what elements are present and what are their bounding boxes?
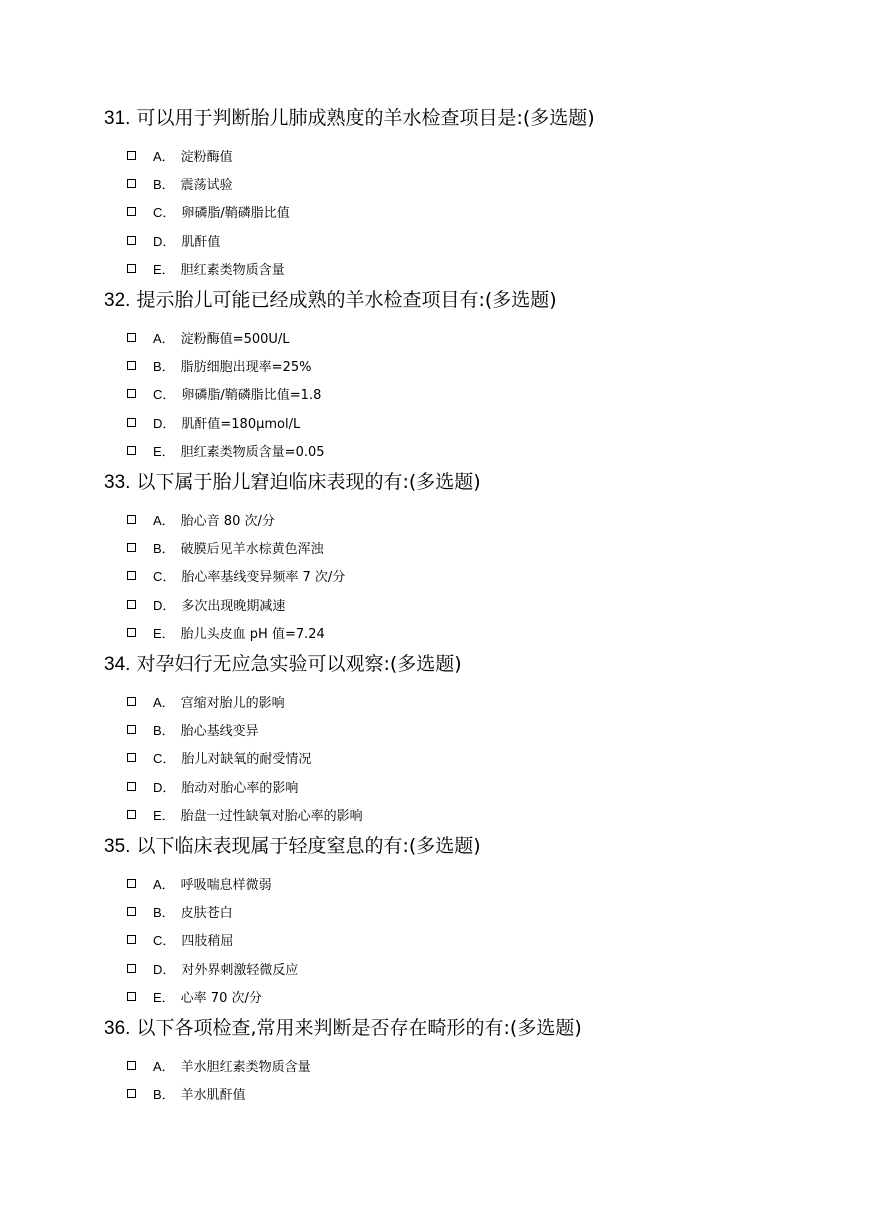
- option-text: 呼吸喘息样微弱: [180, 877, 272, 893]
- question-number: 32.: [104, 290, 131, 311]
- option-letter: A．: [153, 694, 175, 710]
- option-list: [104, 323, 844, 465]
- option-e: [104, 983, 844, 1011]
- option-d: [104, 226, 844, 254]
- question-31: [104, 106, 844, 283]
- option-a: [104, 1051, 844, 1079]
- option-b: [104, 1079, 844, 1107]
- checkbox-icon[interactable]: [127, 571, 136, 580]
- option-letter: D．: [153, 597, 176, 613]
- option-text: 羊水胆红素类物质含量: [180, 1059, 311, 1075]
- option-letter: A．: [153, 512, 175, 528]
- question-34: [104, 652, 844, 829]
- option-b: [104, 897, 844, 925]
- question-35: [104, 834, 844, 1011]
- option-letter: D．: [153, 415, 176, 431]
- checkbox-icon[interactable]: [127, 628, 136, 637]
- checkbox-icon[interactable]: [127, 879, 136, 888]
- option-text: 心率 70 次/分: [180, 991, 262, 1007]
- option-text: 多次出现晚期减速: [181, 598, 286, 614]
- option-letter: B．: [153, 359, 175, 375]
- question-title: [104, 1016, 844, 1040]
- option-a: [104, 687, 844, 715]
- option-e: [104, 255, 844, 283]
- option-text: 皮肤苍白: [180, 906, 233, 922]
- question-title: [104, 288, 844, 312]
- option-letter: E．: [153, 262, 175, 278]
- option-letter: B．: [153, 541, 175, 557]
- option-text: 胎心基线变异: [180, 724, 259, 740]
- option-c: [104, 562, 844, 590]
- question-number: 31.: [104, 108, 131, 129]
- checkbox-icon[interactable]: [127, 725, 136, 734]
- option-letter: E．: [153, 990, 175, 1006]
- option-text: 胎心率基线变异频率 7 次/分: [181, 570, 346, 586]
- option-letter: C．: [153, 751, 176, 767]
- question-number: 34.: [104, 654, 131, 675]
- option-a: [104, 505, 844, 533]
- option-text: 卵磷脂/鞘磷脂比值=1.8: [181, 388, 322, 404]
- option-a: [104, 869, 844, 897]
- option-letter: E．: [153, 444, 175, 460]
- question-number: 36.: [104, 1018, 131, 1039]
- option-text: 震荡试验: [180, 178, 233, 194]
- checkbox-icon[interactable]: [127, 333, 136, 342]
- option-letter: D．: [153, 233, 176, 249]
- checkbox-icon[interactable]: [127, 179, 136, 188]
- checkbox-icon[interactable]: [127, 964, 136, 973]
- checkbox-icon[interactable]: [127, 1089, 136, 1098]
- question-number: 35.: [104, 836, 131, 857]
- option-letter: A．: [153, 148, 175, 164]
- option-d: [104, 772, 844, 800]
- question-33: [104, 470, 844, 647]
- question-text: 对孕妇行无应急实验可以观察:(多选题): [136, 653, 462, 675]
- option-d: [104, 590, 844, 618]
- option-letter: C．: [153, 205, 176, 221]
- option-letter: B．: [153, 905, 175, 921]
- option-b: [104, 351, 844, 379]
- question-title: [104, 834, 844, 858]
- option-text: 宫缩对胎儿的影响: [180, 695, 285, 711]
- option-letter: C．: [153, 569, 176, 585]
- option-text: 脂肪细胞出现率=25%: [180, 360, 312, 376]
- option-a: [104, 141, 844, 169]
- checkbox-icon[interactable]: [127, 151, 136, 160]
- question-title: [104, 106, 844, 130]
- question-title: [104, 470, 844, 494]
- option-letter: E．: [153, 808, 175, 824]
- option-text: 胆红素类物质含量: [180, 263, 285, 279]
- option-e: [104, 801, 844, 829]
- checkbox-icon[interactable]: [127, 389, 136, 398]
- option-b: [104, 715, 844, 743]
- option-b: [104, 533, 844, 561]
- question-32: [104, 288, 844, 465]
- checkbox-icon[interactable]: [127, 992, 136, 1001]
- question-number: 33.: [104, 472, 131, 493]
- option-list: [104, 505, 844, 647]
- option-letter: A．: [153, 330, 175, 346]
- option-letter: D．: [153, 779, 176, 795]
- option-text: 四肢稍屈: [181, 934, 234, 950]
- checkbox-icon[interactable]: [127, 543, 136, 552]
- option-c: [104, 744, 844, 772]
- checkbox-icon[interactable]: [127, 361, 136, 370]
- checkbox-icon[interactable]: [127, 810, 136, 819]
- option-letter: B．: [153, 1087, 175, 1103]
- question-36: [104, 1016, 844, 1108]
- checkbox-icon[interactable]: [127, 515, 136, 524]
- checkbox-icon[interactable]: [127, 418, 136, 427]
- option-letter: B．: [153, 177, 175, 193]
- option-e: [104, 437, 844, 465]
- checkbox-icon[interactable]: [127, 753, 136, 762]
- option-text: 胎儿头皮血 pH 值=7.24: [180, 627, 325, 643]
- question-title: [104, 652, 844, 676]
- option-letter: B．: [153, 723, 175, 739]
- checkbox-icon[interactable]: [127, 782, 136, 791]
- option-text: 羊水肌酐值: [180, 1088, 246, 1104]
- option-c: [104, 926, 844, 954]
- option-text: 破膜后见羊水棕黄色浑浊: [180, 542, 324, 558]
- option-text: 胆红素类物质含量=0.05: [180, 445, 325, 461]
- option-letter: E．: [153, 626, 175, 642]
- checkbox-icon[interactable]: [127, 1061, 136, 1070]
- question-text: 可以用于判断胎儿肺成熟度的羊水检查项目是:(多选题): [136, 107, 595, 129]
- option-text: 胎儿对缺氧的耐受情况: [181, 752, 312, 768]
- option-d: [104, 954, 844, 982]
- checkbox-icon[interactable]: [127, 907, 136, 916]
- option-text: 肌酐值: [181, 234, 221, 250]
- option-text: 胎心音 80 次/分: [180, 513, 275, 529]
- option-b: [104, 169, 844, 197]
- option-c: [104, 380, 844, 408]
- checkbox-icon[interactable]: [127, 446, 136, 455]
- option-text: 对外界刺激轻微反应: [181, 962, 299, 978]
- option-letter: A．: [153, 1058, 175, 1074]
- option-e: [104, 619, 844, 647]
- option-text: 淀粉酶值: [180, 149, 233, 165]
- checkbox-icon[interactable]: [127, 935, 136, 944]
- option-c: [104, 198, 844, 226]
- option-letter: A．: [153, 876, 175, 892]
- option-list: [104, 1051, 844, 1108]
- option-text: 肌酐值=180μmol/L: [181, 416, 301, 432]
- checkbox-icon[interactable]: [127, 236, 136, 245]
- checkbox-icon[interactable]: [127, 697, 136, 706]
- checkbox-icon[interactable]: [127, 264, 136, 273]
- option-list: [104, 869, 844, 1011]
- option-list: [104, 141, 844, 283]
- option-text: 淀粉酶值=500U/L: [180, 331, 290, 347]
- option-text: 胎动对胎心率的影响: [181, 780, 299, 796]
- option-text: 卵磷脂/鞘磷脂比值: [181, 206, 290, 222]
- option-letter: C．: [153, 933, 176, 949]
- checkbox-icon[interactable]: [127, 207, 136, 216]
- option-letter: C．: [153, 387, 176, 403]
- option-letter: D．: [153, 961, 176, 977]
- question-text: 以下各项检查,常用来判断是否存在畸形的有:(多选题): [136, 1017, 582, 1039]
- option-list: [104, 687, 844, 829]
- question-text: 以下临床表现属于轻度窒息的有:(多选题): [136, 835, 481, 857]
- question-text: 提示胎儿可能已经成熟的羊水检查项目有:(多选题): [136, 289, 557, 311]
- option-d: [104, 408, 844, 436]
- option-text: 胎盘一过性缺氧对胎心率的影响: [180, 809, 363, 825]
- option-a: [104, 323, 844, 351]
- question-text: 以下属于胎儿窘迫临床表现的有:(多选题): [136, 471, 481, 493]
- checkbox-icon[interactable]: [127, 600, 136, 609]
